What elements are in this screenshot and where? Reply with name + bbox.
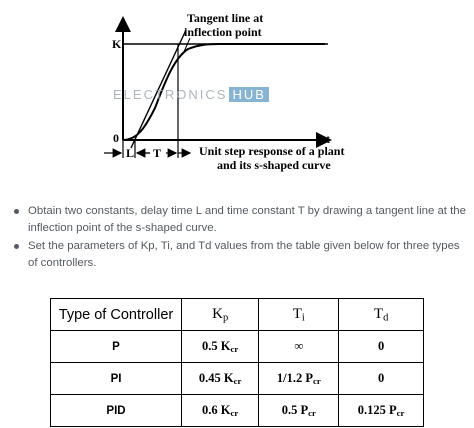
list-item (14, 238, 466, 272)
header-controller-type: Type of Controller (51, 299, 182, 331)
origin-label: 0 (113, 131, 119, 145)
table-row (51, 395, 424, 427)
ti-cell: ∞ (259, 331, 339, 363)
list-item (14, 203, 466, 237)
annotation-line1: Tangent line at (187, 11, 264, 25)
time-axis-label: t (326, 132, 330, 146)
annotation-line2: inflection point (184, 25, 262, 39)
td-cell: 0 (339, 363, 424, 395)
watermark-hub-badge: HUB (229, 87, 268, 102)
k-axis-label: K (112, 37, 122, 51)
td-cell: 0 (339, 331, 424, 363)
watermark-logo (113, 87, 269, 102)
caption-line2: and its s-shaped curve (217, 158, 331, 172)
ti-cell: 1/1.2 $P_{cr}$ (259, 363, 339, 395)
step-response-figure (0, 0, 474, 195)
header-kp: $K_p$ (182, 299, 259, 331)
ti-cell: 0.5 $P_{cr}$ (259, 395, 339, 427)
caption-line1: Unit step response of a plant (199, 144, 345, 158)
table-header-row (51, 299, 424, 331)
controller-type-cell: PID (51, 395, 182, 427)
bullet-dot-icon (14, 209, 19, 214)
list-item-text: Set the parameters of Kp, Ti, and Td values from the table given below for three types of controllers. (28, 240, 460, 269)
table-row (51, 331, 424, 363)
td-cell: 0.125 $P_{cr}$ (339, 395, 424, 427)
kp-cell: 0.5 $K_{cr}$ (182, 331, 259, 363)
header-td: $T_d$ (339, 299, 424, 331)
controller-type-cell: P (51, 331, 182, 363)
kp-cell: 0.6 $K_{cr}$ (182, 395, 259, 427)
annotation-pointer (183, 38, 190, 54)
list-item-text: Obtain two constants, delay time L and time constant T by drawing a tangent line at the inflection point of the s-shaped curve. (28, 205, 466, 234)
instruction-list (14, 203, 466, 273)
bullet-dot-icon (14, 244, 19, 249)
watermark-text: ELECTRONICS (113, 87, 228, 102)
table-row (51, 363, 424, 395)
controller-type-cell: PI (51, 363, 182, 395)
header-ti: $T_i$ (259, 299, 339, 331)
delay-time-label: L (126, 146, 135, 160)
time-constant-label: T (153, 146, 162, 160)
kp-cell: 0.45 $K_{cr}$ (182, 363, 259, 395)
tuning-parameters-table (50, 298, 424, 427)
